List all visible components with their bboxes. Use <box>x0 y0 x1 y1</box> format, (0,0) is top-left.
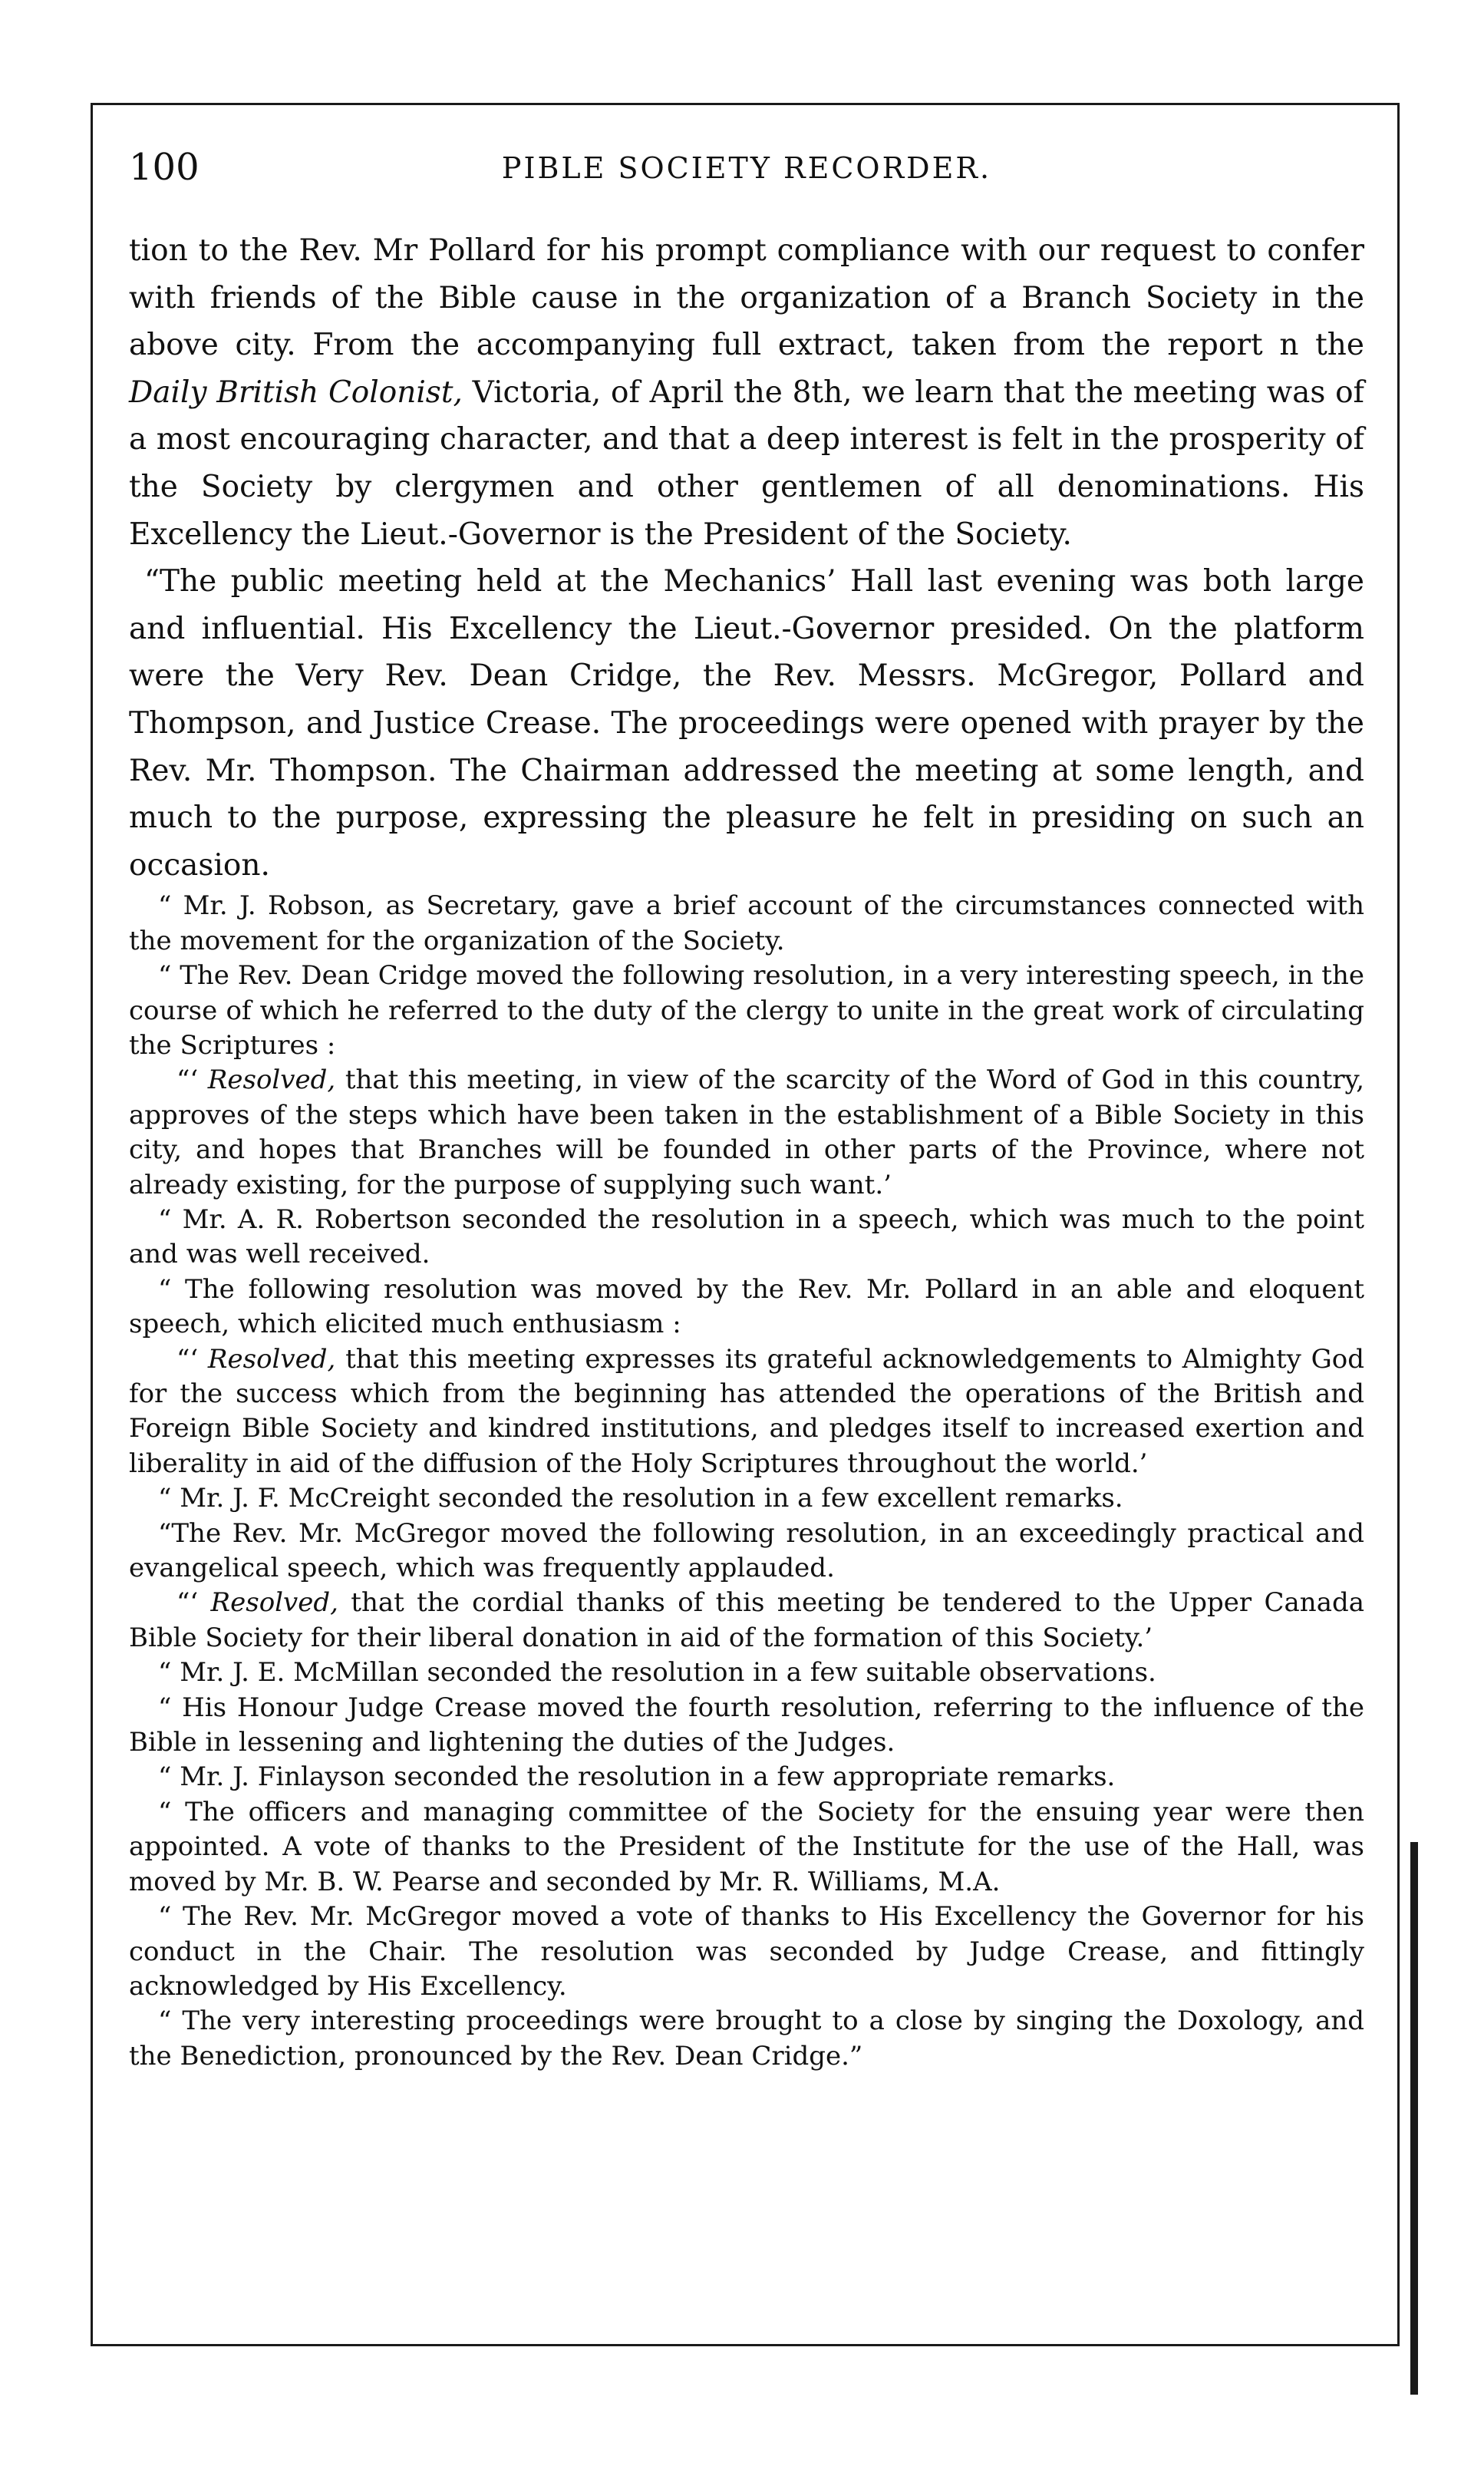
resolution-second-open: “‘ <box>176 1343 208 1375</box>
paragraph-dean-cridge: “ The Rev. Dean Cridge moved the following resolution, in a very interesting speech, in the course of which he referred to the duty of the clergy to unite in the great work of circulating the Scriptures : <box>129 960 1364 1061</box>
paragraph-intro <box>129 227 1364 558</box>
paragraph-mcgregor: “The Rev. Mr. McGregor moved the following resolution, in an exceedingly practical and evangelical speech, which was frequently applauded. <box>129 1517 1364 1584</box>
page-frame-bottom-rule <box>91 2344 1400 2346</box>
paragraph-finlayson: “ Mr. J. Finlayson seconded the resolution in a few appropriate remarks. <box>158 1761 1116 1793</box>
running-title: PIBLE SOCIETY RECORDER. <box>501 151 992 185</box>
paragraph-meeting-report: “The public meeting held at the Mechanics’ Hall last evening was both large and influential. His Excellency the Lieut.-Governor presided. On the platform were the Very Rev. Dean Cridge, the Rev. Messrs. McGregor, Pollard and Thompson, and Justice Crease. The proceedings were opened with prayer by the Rev. Mr. Thompson. The Chairman addressed the meeting at some length, and much to the purpose, expressing the pleasure he felt in presiding on such an occasion. <box>129 564 1364 883</box>
paragraph-mcmillan: “ Mr. J. E. McMillan seconded the resolution in a few suitable observations. <box>158 1657 1156 1689</box>
paragraph-secretary: “ Mr. J. Robson, as Secretary, gave a brief account of the circumstances connected with the movement for the organization of the Society. <box>129 890 1364 956</box>
newspaper-title: Daily British Colonist, <box>129 375 463 410</box>
article-body <box>129 227 1364 2074</box>
paragraph-judge-crease: “ His Honour Judge Crease moved the fourth resolution, referring to the influence of the Bible in lessening and lightening the duties of the Judges. <box>129 1692 1364 1758</box>
resolution-first-open: “‘ <box>176 1065 208 1096</box>
resolution-first <box>129 1063 1364 1203</box>
resolution-first-resolved: Resolved, <box>207 1065 336 1096</box>
resolution-third-open: “‘ <box>176 1587 211 1619</box>
paragraph-officers: “ The officers and managing committee of the Society for the ensuing year were then appointed. A vote of thanks to the President of the Institute for the use of the Hall, was moved by Mr. B. W. Pearse and seconded by Mr. R. Williams, M.A. <box>129 1796 1364 1897</box>
resolution-third-text: that the cordial thanks of this meeting be tendered to the Upper Canada Bible Society for their liberal donation in aid of the formation of this Society.’ <box>129 1587 1365 1653</box>
paragraph-mccreight: “ Mr. J. F. McCreight seconded the resolution in a few excellent remarks. <box>158 1483 1123 1514</box>
resolution-second <box>129 1342 1364 1482</box>
scan-edge-mark <box>1410 1842 1418 2395</box>
resolution-third <box>129 1586 1364 1656</box>
paragraph-intro-rest: Victoria, of April the 8th, we learn that the meeting was of a most encouraging character, and that a deep interest is felt in the prosperity of the Society by clergymen and other gentlemen of all denominations. His Excellency the Lieut.-Governor is the President of the Society. <box>129 375 1364 552</box>
paragraph-closing: “ The very interesting proceedings were brought to a close by singing the Doxology, and the Benediction, pronounced by the Rev. Dean Cridge.” <box>129 2006 1364 2072</box>
resolution-first-text: that this meeting, in view of the scarcity of the Word of God in this country, approves of the steps which have been taken in the establishment of a Bible Society in this city, and hopes that Branches will be founded in other parts of the Province, where not already existing, for the purpose of supplying such want.’ <box>129 1065 1364 1200</box>
paragraph-robertson: “ Mr. A. R. Robertson seconded the resolution in a speech, which was much to the point and was well received. <box>129 1203 1364 1270</box>
resolution-second-resolved: Resolved, <box>207 1343 336 1375</box>
page-number: 100 <box>129 146 200 189</box>
paragraph-pollard: “ The following resolution was moved by the Rev. Mr. Pollard in an able and eloquent speech, which elicited much enthusiasm : <box>129 1273 1364 1340</box>
running-header <box>129 144 1364 198</box>
resolution-second-text: that this meeting expresses its grateful acknowledgements to Almighty God for the success which from the beginning has attended the operations of the British and Foreign Bible Society and kindred institutions, and pledges itself to increased exertion and liberality in aid of the diffusion of the Holy Scriptures throughout the world.’ <box>129 1343 1364 1479</box>
resolution-third-resolved: Resolved, <box>210 1587 338 1619</box>
paragraph-intro-text: tion to the Rev. Mr Pollard for his prompt compliance with our request to confer with friends of the Bible cause in the organization of a Branch Society in the above city. From the accompanying full extract, taken from the report n the <box>129 233 1364 363</box>
paragraph-vote-of-thanks: “ The Rev. Mr. McGregor moved a vote of thanks to His Excellency the Governor for his conduct in the Chair. The resolution was seconded by Judge Crease, and fittingly acknowledged by His Excellency. <box>129 1901 1364 2002</box>
